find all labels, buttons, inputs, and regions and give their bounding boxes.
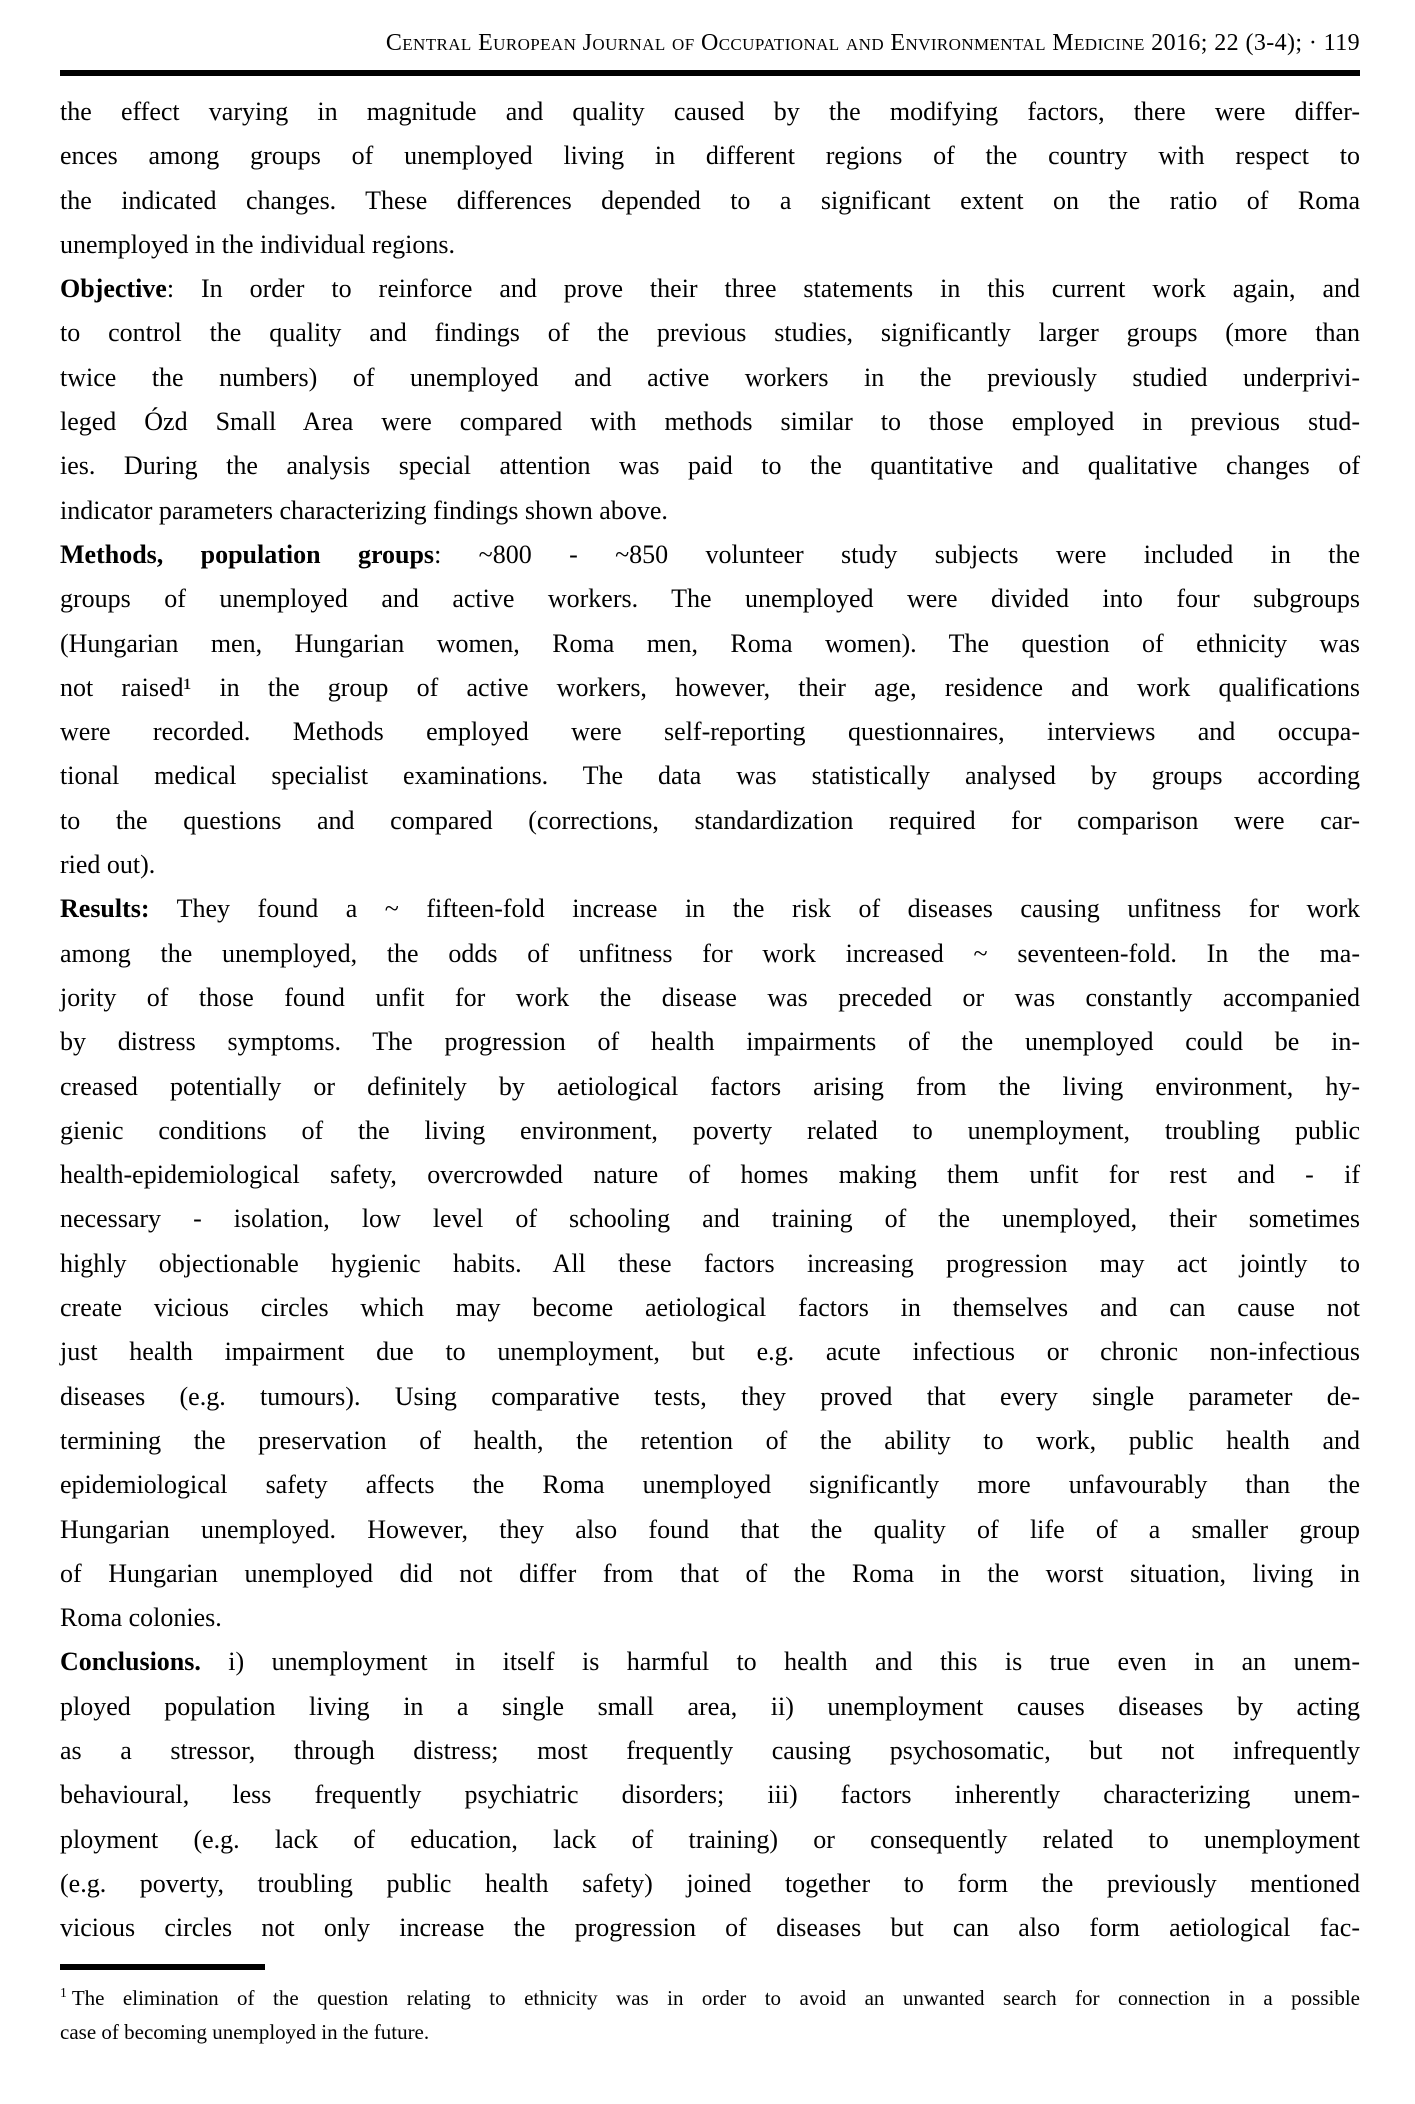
text-line: behavioural, less frequently psychiatric disorders; iii) factors inherently characterizing unem- (60, 1780, 1360, 1810)
footnote-section (60, 1964, 1360, 2049)
text-line: of Hungarian unemployed did not differ from that of the Roma in the worst situation, living in (60, 1558, 1360, 1588)
paragraph-results (60, 887, 1360, 1640)
text-line: ried out). (60, 850, 156, 880)
footnote-line (60, 1976, 1360, 2015)
text-line: ences among groups of unemployed living in different regions of the country with respect to (60, 141, 1360, 171)
text-line: vicious circles not only increase the progression of diseases but can also form aetiological fac- (60, 1913, 1360, 1943)
text-line: epidemiological safety affects the Roma unemployed significantly more unfavourably than the (60, 1470, 1360, 1500)
paragraph-lead: Results: (60, 894, 150, 924)
paragraph-conclusions (60, 1640, 1360, 1950)
paragraph-lead: Conclusions. (60, 1647, 201, 1677)
text-line: the effect varying in magnitude and quality caused by the modifying factors, there were differ- (60, 97, 1360, 126)
text-line: ies. During the analysis special attention was paid to the quantitative and qualitative changes of (60, 451, 1360, 481)
text-line: creased potentially or definitely by aetiological factors arising from the living environment, hy- (60, 1071, 1360, 1101)
text-line (60, 887, 1360, 931)
text-line: ployment (e.g. lack of education, lack of training) or consequently related to unemployment (60, 1824, 1360, 1854)
line-text: : ~800 - ~850 volunteer study subjects were included in the (434, 539, 1360, 569)
text-line: among the unemployed, the odds of unfitness for work increased ~ seventeen-fold. In the ma- (60, 938, 1360, 968)
text-line: twice the numbers) of unemployed and active workers in the previously studied underprivi- (60, 362, 1360, 392)
journal-header-text: Central European Journal of Occupational and Environmental Medicine 2016; 22 (3-4); · 119 (385, 30, 1360, 56)
text-line: (e.g. poverty, troubling public health safety) joined together to form the previously mentioned (60, 1868, 1360, 1898)
paragraph-methods (60, 533, 1360, 887)
header-rule (60, 70, 1360, 76)
text-line: necessary - isolation, low level of schooling and training of the unemployed, their sometimes (60, 1204, 1360, 1234)
text-line (60, 533, 1360, 577)
text-line (60, 1640, 1360, 1684)
line-text: : In order to reinforce and prove their three statements in this current work again, and (166, 274, 1360, 304)
text-line: Hungarian unemployed. However, they also found that the quality of life of a smaller group (60, 1514, 1360, 1544)
text-line: (Hungarian men, Hungarian women, Roma men, Roma women). The question of ethnicity was (60, 628, 1360, 658)
text-line: ployed population living in a single small area, ii) unemployment causes diseases by acting (60, 1691, 1360, 1721)
text-line: as a stressor, through distress; most frequently causing psychosomatic, but not infrequently (60, 1735, 1360, 1765)
text-line: the indicated changes. These differences depended to a significant extent on the ratio of Roma (60, 185, 1360, 215)
paragraph-objective (60, 267, 1360, 533)
paragraph-lead: Methods, population groups (60, 539, 435, 569)
text-line: health-epidemiological safety, overcrowded nature of homes making them unfit for rest and - if (60, 1160, 1360, 1190)
text-line: by distress symptoms. The progression of health impairments of the unemployed could be in- (60, 1027, 1360, 1057)
paragraph-continuation (60, 90, 1360, 267)
text-line: not raised¹ in the group of active workers, however, their age, residence and work qualifications (60, 672, 1360, 702)
text-line: leged Ózd Small Area were compared with methods similar to those employed in previous stud- (60, 407, 1360, 437)
text-line: unemployed in the individual regions. (60, 229, 455, 259)
footnote-marker: 1 (60, 1985, 67, 2001)
paragraph-lead: Objective (60, 274, 167, 304)
text-line: indicator parameters characterizing findings shown above. (60, 495, 668, 525)
line-text: i) unemployment in itself is harmful to health and this is true even in an unem- (200, 1647, 1360, 1677)
footnote-text: The elimination of the question relating to ethnicity was in order to avoid an unwanted search for connection in a possible (71, 1986, 1360, 2011)
text-line: gienic conditions of the living environment, poverty related to unemployment, troubling public (60, 1115, 1360, 1145)
text-line: diseases (e.g. tumours). Using comparative tests, they proved that every single parameter de- (60, 1381, 1360, 1411)
text-line: tional medical specialist examinations. The data was statistically analysed by groups according (60, 761, 1360, 791)
text-line: termining the preservation of health, the retention of the ability to work, public health and (60, 1425, 1360, 1455)
text-line: Roma colonies. (60, 1603, 222, 1633)
text-line: highly objectionable hygienic habits. All these factors increasing progression may act jointly to (60, 1248, 1360, 1278)
article-body (60, 90, 1360, 1950)
text-line: to control the quality and findings of the previous studies, significantly larger groups (more than (60, 318, 1360, 348)
text-line: were recorded. Methods employed were self-reporting questionnaires, interviews and occupa- (60, 717, 1360, 747)
text-line: jority of those found unfit for work the disease was preceded or was constantly accompanied (60, 982, 1360, 1012)
text-line: groups of unemployed and active workers. The unemployed were divided into four subgroups (60, 584, 1360, 614)
text-line: just health impairment due to unemployment, but e.g. acute infectious or chronic non-infectious (60, 1337, 1360, 1367)
text-line: create vicious circles which may become aetiological factors in themselves and can cause not (60, 1293, 1360, 1323)
footnote-line: case of becoming unemployed in the future. (60, 2020, 430, 2045)
line-text: They found a ~ fifteen-fold increase in the risk of diseases causing unfitness for work (149, 894, 1360, 924)
page-header (60, 28, 1360, 76)
footnote-rule (60, 1964, 265, 1970)
text-line: to the questions and compared (corrections, standardization required for comparison were car- (60, 805, 1360, 835)
text-line (60, 267, 1360, 311)
